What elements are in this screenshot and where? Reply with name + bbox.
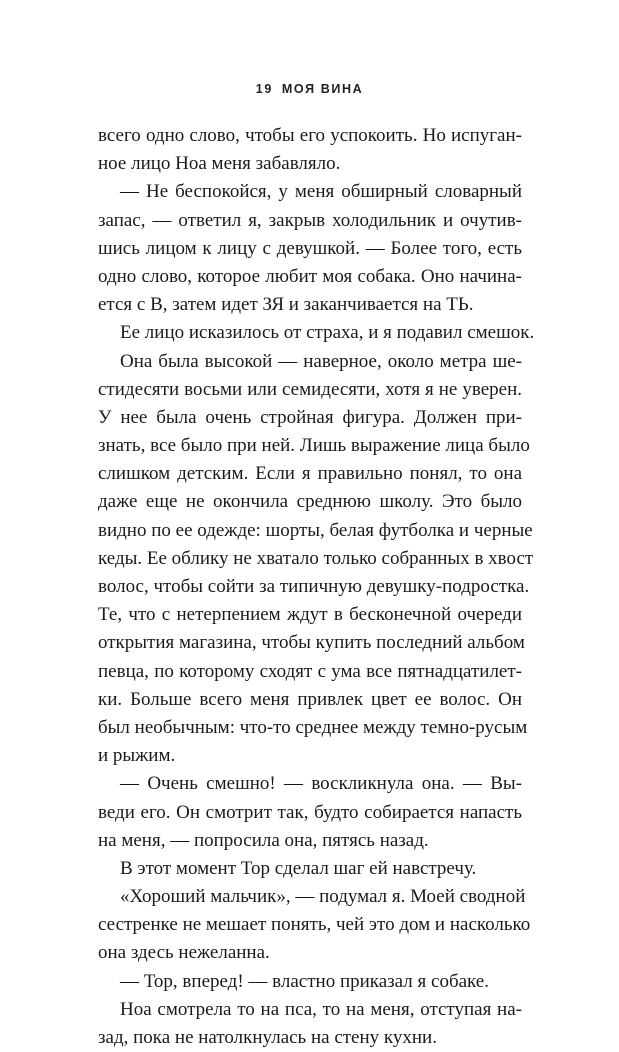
text-line: шись лицом к лицу с девушкой. — Более того, есть (98, 237, 522, 259)
text-line: певца, по которому сходят с ума все пятнадцатилет- (98, 660, 522, 682)
text-line: сестренке не мешает понять, чей это дом и насколько (98, 914, 531, 936)
text-line: — Тор, вперед! — властно приказал я собаке. (120, 970, 489, 992)
text-line: У нее была очень стройная фигура. Должен при- (98, 406, 522, 428)
text-line: одно слово, которое любит моя собака. Оно начина- (98, 265, 522, 287)
text-line: ется с В, затем идет ЗЯ и заканчивается на ТЬ. (98, 294, 474, 316)
text-line: знать, все было при ней. Лишь выражение лица было (98, 435, 530, 457)
text-line: слишком детским. Если я правильно понял, то она (98, 463, 522, 485)
text-line: волос, чтобы сойти за типичную девушку-подростка. (98, 576, 530, 597)
text-line: кеды. Ее облику не хватало только собранных в хвост (98, 547, 534, 569)
text-line: Те, что с нетерпением ждут в бесконечной очереди (98, 604, 522, 626)
text-line: и рыжим. (98, 745, 176, 767)
page-number: 19 (255, 82, 273, 96)
text-line: стидесяти восьми или семидесяти, хотя я не уверен. (98, 378, 522, 400)
text-line: В этот момент Тор сделал шаг ей навстречу. (120, 857, 477, 879)
text-line: — Очень смешно! — воскликнула она. — Вы- (120, 773, 522, 795)
text-line: Ее лицо исказилось от страха, и я подавил смешок. (120, 322, 535, 344)
text-line: видно по ее одежде: шорты, белая футболка и черные (98, 519, 533, 541)
text-line: был необычным: что-то среднее между темно-русым (98, 716, 528, 738)
text-line: она здесь нежеланна. (98, 942, 270, 964)
running-head (0, 82, 619, 96)
text-line: ное лицо Ноа меня забавляло. (98, 153, 341, 175)
text-line: «Хороший мальчик», — подумал я. Моей сводной (120, 886, 526, 908)
text-line: Она была высокой — наверное, около метра ше- (120, 350, 522, 372)
text-line: всего одно слово, чтобы его успокоить. Но испуган- (98, 125, 522, 146)
text-line: — Не беспокойся, у меня обширный словарный (120, 181, 522, 203)
text-line: открытия магазина, чтобы купить последний альбом (98, 632, 525, 654)
text-line: запас, — ответил я, закрыв холодильник и очутив- (98, 209, 522, 231)
chapter-title: МОЯ ВИНА (281, 82, 364, 96)
text-line: веди его. Он смотрит так, будто собирается напасть (98, 801, 522, 823)
text-line: даже еще не окончила среднюю школу. Это было (98, 491, 522, 513)
text-line: Ноа смотрела то на пса, то на меня, отступая на- (120, 998, 522, 1020)
text-line: зад, пока не натолкнулась на стену кухни. (98, 1027, 437, 1048)
text-line: на меня, — попросила она, пятясь назад. (98, 829, 429, 851)
text-line: ки. Больше всего меня привлек цвет ее волос. Он (98, 688, 522, 710)
body-text (98, 122, 535, 1052)
